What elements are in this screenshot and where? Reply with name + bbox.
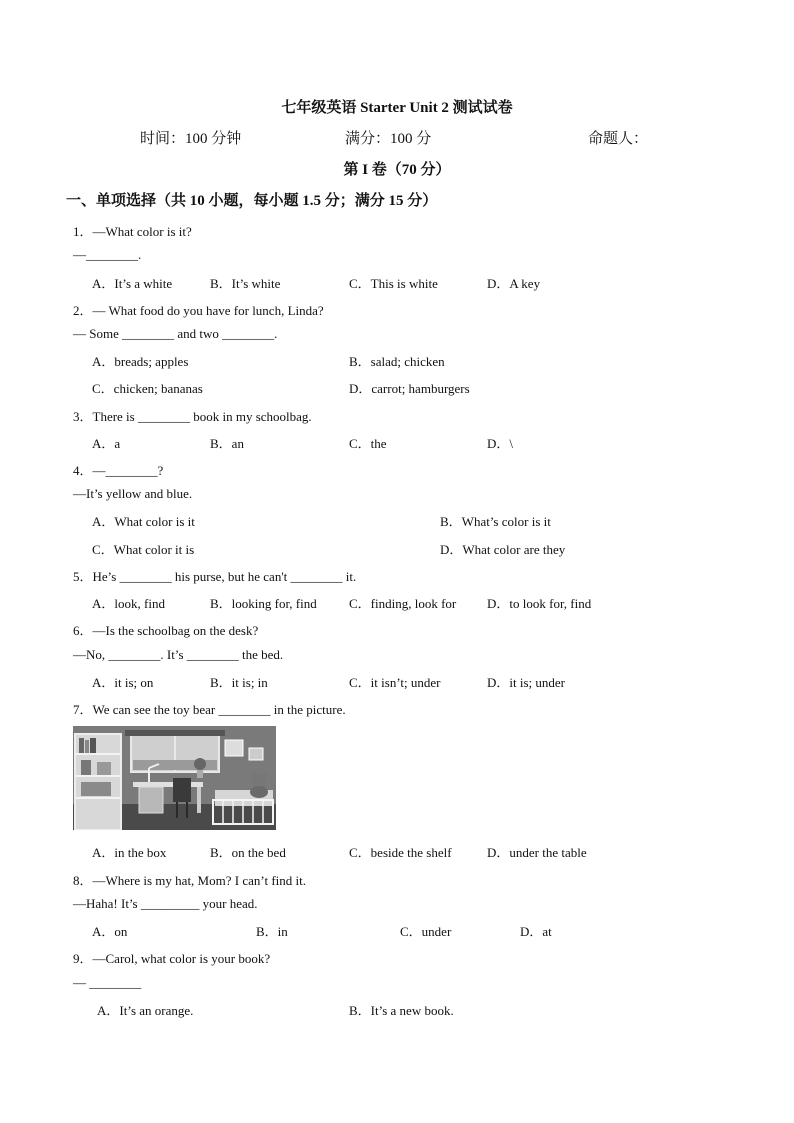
q8-option-d: D．at xyxy=(520,924,552,939)
q2-line2: — Some ________ and two ________. xyxy=(73,326,278,341)
q8-option-b: B．in xyxy=(256,924,288,939)
q2-option-c: C．chicken; bananas xyxy=(92,381,203,396)
q7-option-a: A．in the box xyxy=(92,845,167,860)
q3-option-a: A．a xyxy=(92,436,121,451)
exam-time: 时间：100 分钟 xyxy=(140,131,242,147)
q4-option-b: B．What’s color is it xyxy=(440,514,551,529)
q1-stem: 1．—What color is it? xyxy=(73,224,192,239)
q4-option-a: A．What color is it xyxy=(92,514,195,529)
q7-option-b: B．on the bed xyxy=(210,845,286,860)
q6-option-b: B．it is; in xyxy=(210,675,268,690)
q4-option-c: C．What color it is xyxy=(92,542,195,557)
q9-option-a: A．It’s an orange. xyxy=(97,1003,194,1018)
q5-option-c: C．finding, look for xyxy=(349,596,457,611)
q6-option-c: C．it isn’t; under xyxy=(349,675,441,690)
q1-option-a: A．It’s a white xyxy=(92,276,173,291)
q4-option-d: D．What color are they xyxy=(440,542,566,557)
q2-option-b: B．salad; chicken xyxy=(349,354,445,369)
q8-option-c: C．under xyxy=(400,924,452,939)
exam-author: 命题人： xyxy=(588,131,649,147)
q7-option-d: D．under the table xyxy=(487,845,587,860)
q2-stem: 2．— What food do you have for lunch, Linda? xyxy=(73,303,324,318)
q4-line2: —It’s yellow and blue. xyxy=(73,486,193,501)
q8-line2: —Haha! It’s _________ your head. xyxy=(73,896,258,911)
bedroom-picture xyxy=(73,726,276,830)
q8-stem: 8．—Where is my hat, Mom? I can’t find it. xyxy=(73,873,306,888)
q7-stem: 7．We can see the toy bear ________ in the picture. xyxy=(73,702,346,717)
q5-option-d: D．to look for, find xyxy=(487,596,592,611)
q3-option-c: C．the xyxy=(349,436,387,451)
q6-option-a: A．it is; on xyxy=(92,675,154,690)
q4-stem: 4．—________? xyxy=(73,463,164,478)
q6-stem: 6．—Is the schoolbag on the desk? xyxy=(73,623,259,638)
q1-answer-line: —________. xyxy=(73,247,142,262)
q6-option-d: D．it is; under xyxy=(487,675,565,690)
q3-option-b: B．an xyxy=(210,436,244,451)
q5-option-b: B．looking for, find xyxy=(210,596,317,611)
q2-option-a: A．breads; apples xyxy=(92,354,189,369)
q3-option-d: D．\ xyxy=(487,436,514,451)
q8-option-a: A．on xyxy=(92,924,128,939)
q1-option-d: D．A key xyxy=(487,276,541,291)
q9-option-b: B．It’s a new book. xyxy=(349,1003,454,1018)
q1-option-c: C．This is white xyxy=(349,276,438,291)
q9-line2: — ________ xyxy=(73,975,142,990)
volume-heading: 第 I 卷（70 分） xyxy=(343,162,451,178)
q5-option-a: A．look, find xyxy=(92,596,165,611)
q5-stem: 5．He’s ________ his purse, but he can't ________ it. xyxy=(73,569,357,584)
exam-score: 满分：100 分 xyxy=(345,131,432,147)
q2-option-d: D．carrot; hamburgers xyxy=(349,381,470,396)
q7-option-c: C．beside the shelf xyxy=(349,845,452,860)
q3-stem: 3．There is ________ book in my schoolbag. xyxy=(73,409,312,424)
q9-stem: 9．—Carol, what color is your book? xyxy=(73,951,271,966)
section-heading: 一、单项选择（共 10 小题，每小题 1.5 分；满分 15 分） xyxy=(66,193,438,209)
q1-option-b: B．It’s white xyxy=(210,276,281,291)
page-title: 七年级英语 Starter Unit 2 测试试卷 xyxy=(281,100,513,116)
q6-line2: —No, ________. It’s ________ the bed. xyxy=(73,647,284,662)
